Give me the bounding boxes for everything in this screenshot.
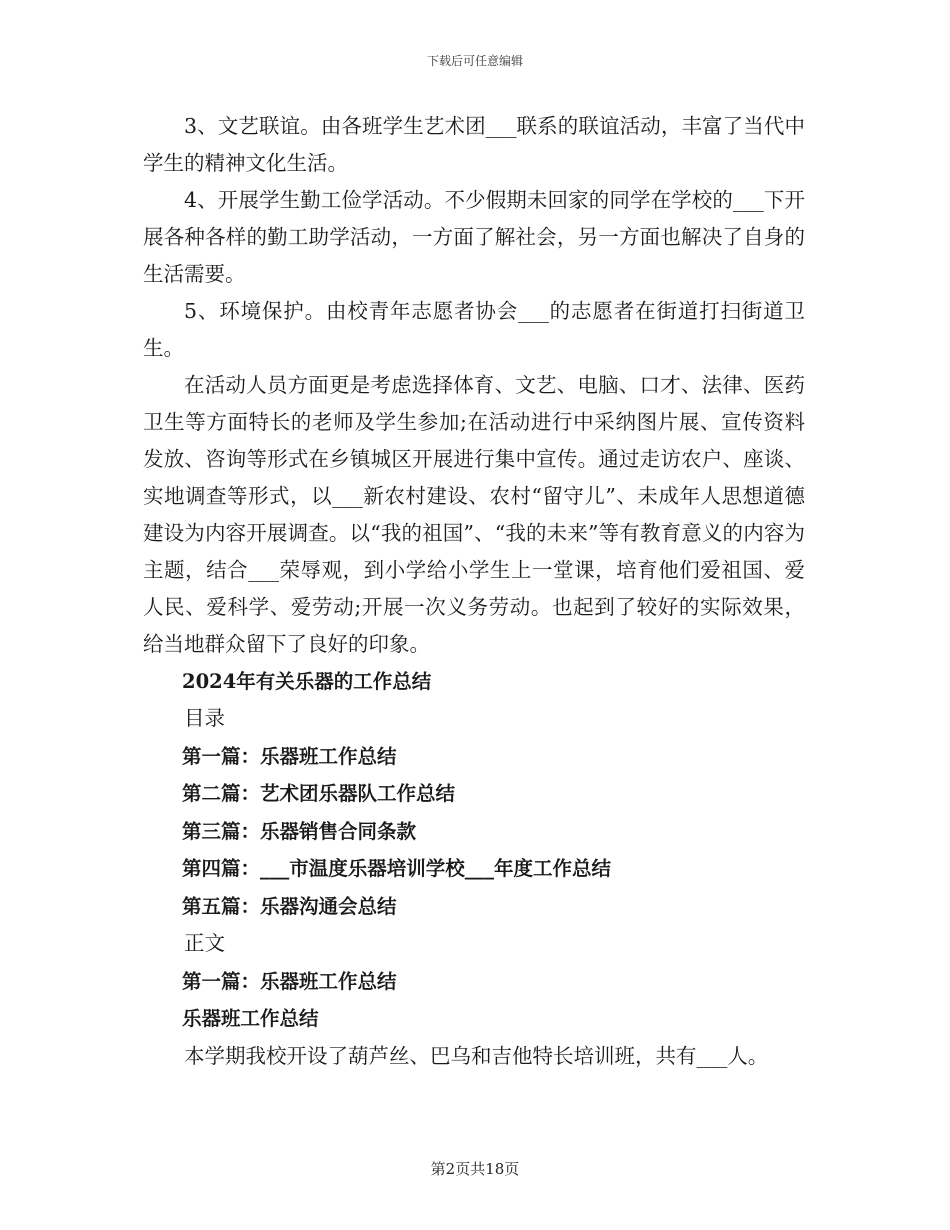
toc-item: 第五篇：乐器沟通会总结 <box>182 894 397 918</box>
toc-label: 目录 <box>184 706 225 730</box>
toc-item: 第四篇：___市温度乐器培训学校___年度工作总结 <box>182 857 612 880</box>
body-label: 正文 <box>184 931 225 955</box>
paragraph: 3、文艺联谊。由各班学生艺术团___联系的联谊活动，丰富了当代中学生的精神文化生活。 <box>143 114 805 175</box>
page-header: 下载后可任意编辑 <box>426 54 523 68</box>
document-title: 2024年有关乐器的工作总结 <box>182 670 432 693</box>
section-heading: 第一篇：乐器班工作总结 <box>182 969 397 993</box>
page-footer: 第2页共18页 <box>430 1160 520 1178</box>
toc-item: 第一篇：乐器班工作总结 <box>182 744 397 768</box>
document-body <box>143 108 805 1075</box>
paragraph: 在活动人员方面更是考虑选择体育、文艺、电脑、口才、法律、医药卫生等方面特长的老师及学生参加;在活动进行中采纳图片展、宣传资料发放、咨询等形式在乡镇城区开展进行集中宣传。通过走访农户、座谈、实地调查等形式，以___新农村建设、农村“留守儿”、未成年人思想道德建设为内容开展调查。以“我的祖国”、“我的未来”等有教育意义的内容为主题，结合___荣辱观，到小学给小学生上一堂课，培育他们爱祖国、爱人民、爱科学、爱劳动;开展一次义务劳动。也起到了较好的实际效果，给当地群众留下了良好的印象。 <box>143 373 805 656</box>
paragraph: 本学期我校开设了葫芦丝、巴乌和吉他特长培训班，共有___人。 <box>184 1043 769 1068</box>
toc-item: 第三篇：乐器销售合同条款 <box>182 819 417 843</box>
toc-item: 第二篇：艺术团乐器队工作总结 <box>182 782 456 805</box>
paragraph: 5、环境保护。由校青年志愿者协会___的志愿者在街道打扫街道卫生。 <box>143 299 805 360</box>
paragraph: 4、开展学生勤工俭学活动。不少假期未回家的同学在学校的___下开展各种各样的勤工助学活动，一方面了解社会，另一方面也解决了自身的生活需要。 <box>143 188 805 286</box>
section-subheading: 乐器班工作总结 <box>182 1007 319 1030</box>
